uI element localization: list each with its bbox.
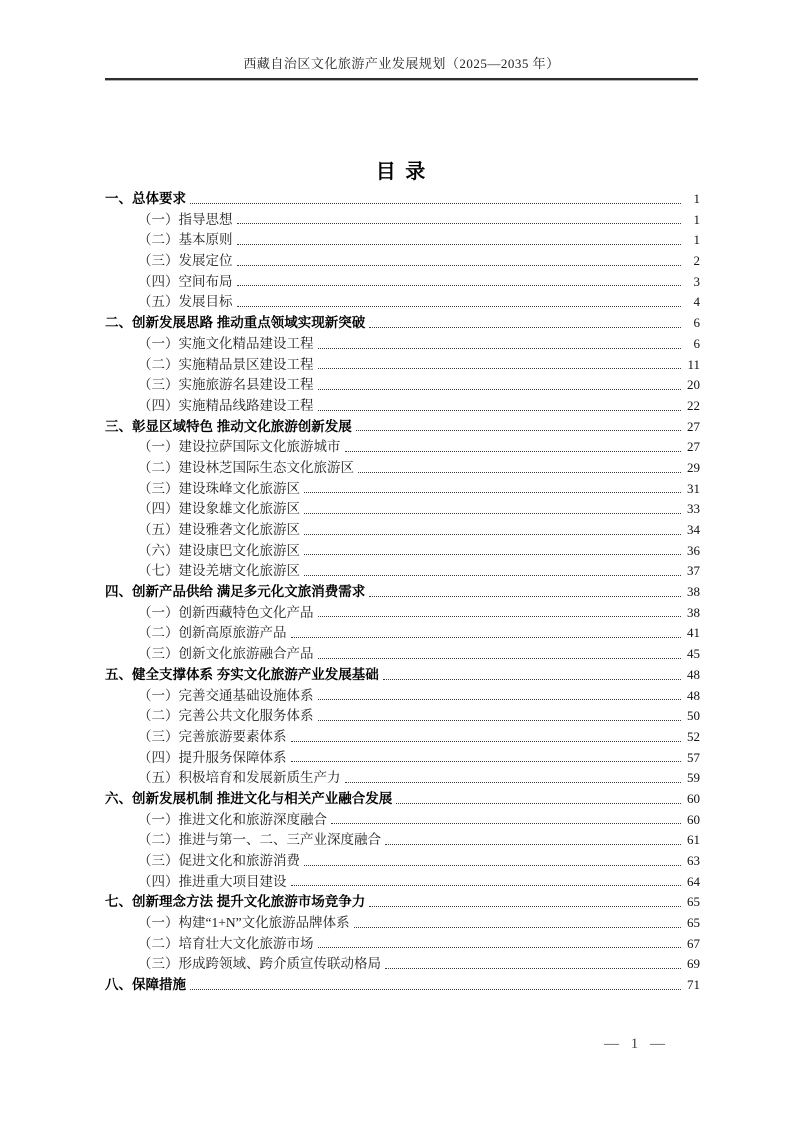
toc-entry [105,684,700,705]
toc-dot-leader [237,265,682,266]
toc-dot-leader [318,616,682,617]
toc-dot-leader [385,844,681,845]
toc-entry-label: （一）推进文化和旅游深度融合 [138,811,327,827]
toc-dot-leader [369,327,681,328]
toc-entry-page: 20 [687,377,700,393]
toc-entry-label: （三）促进文化和旅游消费 [138,853,300,868]
header-title: 西藏自治区文化旅游产业发展规划（2025—2035 年） [243,56,560,71]
toc-dot-leader [358,472,681,473]
toc-dot-leader [369,906,681,907]
toc-dot-leader [318,348,682,349]
toc-entry-page: 37 [687,563,700,579]
toc-entry-label: 一、总体要求 [105,191,186,206]
toc-entry [105,290,700,311]
toc-entry-label: （三）创新文化旅游融合产品 [138,646,314,662]
toc-dot-leader [237,223,682,224]
toc-entry-label: （五）建设雅砻文化旅游区 [138,522,300,537]
toc-list [105,187,700,994]
toc-dot-leader [190,203,681,204]
toc-entry [105,187,700,208]
toc-entry [105,787,700,808]
toc-dot-leader [291,637,682,638]
toc-entry-label: 六、创新发展机制 推进文化与相关产业融合发展 [105,790,393,806]
toc-entry [105,973,700,994]
toc-entry [105,870,700,891]
toc-entry-page: 38 [687,584,700,600]
toc-entry-label: （三）建设珠峰文化旅游区 [138,480,300,496]
toc-entry-label: （二）实施精品景区建设工程 [138,356,314,372]
toc-entry-label: 七、创新理念方法 提升文化旅游市场竞争力 [105,894,366,910]
toc-entry [105,746,700,767]
toc-entry [105,456,700,477]
toc-entry-label: （七）建设羌塘文化旅游区 [138,563,300,579]
toc-entry-label: 三、彰显区域特色 推动文化旅游创新发展 [105,418,352,434]
toc-entry-page: 27 [687,439,700,455]
toc-entry-page: 65 [687,915,700,931]
toc-entry-label: （二）培育壮大文化旅游市场 [138,935,314,951]
toc-entry [105,642,700,663]
toc-entry-label: （四）实施精品线路建设工程 [138,397,314,413]
toc-dot-leader [354,927,681,928]
toc-entry-page: 41 [687,625,700,641]
toc-entry-page: 57 [687,749,700,765]
toc-entry-label: （一）实施文化精品建设工程 [138,335,314,351]
toc-entry-label: （四）建设象雄文化旅游区 [138,501,300,517]
toc-entry-page: 33 [687,501,700,517]
toc-entry-label: （一）创新西藏特色文化产品 [138,604,314,620]
toc-entry [105,725,700,746]
toc-dot-leader [237,306,682,307]
toc-dot-leader [304,534,681,535]
toc-entry [105,890,700,911]
toc-dot-leader [318,699,682,700]
toc-dot-leader [291,761,682,762]
toc-entry-label: （五）积极培育和发展新质生产力 [138,770,341,786]
toc-entry [105,332,700,353]
toc-entry-page: 38 [687,604,700,620]
toc-entry [105,580,700,601]
toc-entry-label: （四）空间布局 [138,273,233,289]
toc-entry [105,808,700,829]
toc-entry-label: （六）建设康巴文化旅游区 [138,542,300,558]
toc-entry-label: （二）基本原则 [138,232,233,248]
toc-entry-label: （二）推进与第一、二、三产业深度融合 [138,832,381,848]
toc-entry [105,621,700,642]
toc-entry [105,704,700,725]
toc-dot-leader [304,865,681,866]
toc-entry-page: 29 [687,459,700,475]
toc-entry-page: 50 [687,708,700,724]
toc-dot-leader [237,244,682,245]
toc-entry [105,394,700,415]
toc-entry-page: 67 [687,935,700,951]
toc-dot-leader [304,492,681,493]
toc-entry [105,353,700,374]
toc-entry-page: 61 [687,832,700,848]
toc-entry-label: （三）形成跨领域、跨介质宣传联动格局 [138,956,381,972]
toc-entry [105,559,700,580]
toc-entry-page: 3 [693,273,700,289]
toc-entry [105,663,700,684]
toc-entry-page: 1 [693,211,700,227]
toc-dot-leader [356,430,681,431]
toc-entry-label: 二、创新发展思路 推动重点领域实现新突破 [105,315,366,331]
toc-entry [105,249,700,270]
toc-dot-leader [304,554,681,555]
toc-entry-page: 11 [687,356,700,372]
toc-entry [105,766,700,787]
toc-entry [105,911,700,932]
toc-entry-label: （二）创新高原旅游产品 [138,625,287,641]
toc-entry-label: 五、健全支撑体系 夯实文化旅游产业发展基础 [105,666,379,682]
toc-entry-page: 71 [687,977,700,993]
toc-entry-page: 31 [687,480,700,496]
toc-dot-leader [304,575,681,576]
toc-entry-page: 6 [693,335,700,351]
toc-entry-page: 22 [687,397,700,413]
toc-entry-label: （一）指导思想 [138,211,233,227]
toc-entry-label: （四）推进重大项目建设 [138,873,287,889]
toc-entry-label: （一）构建“1+N”文化旅游品牌体系 [138,915,350,931]
toc-dot-leader [291,741,682,742]
toc-entry-page: 34 [687,522,700,537]
toc-dot-leader [237,285,682,286]
toc-entry-label: （四）提升服务保障体系 [138,749,287,765]
toc-entry [105,828,700,849]
toc-entry [105,270,700,291]
toc-entry [105,311,700,332]
toc-entry [105,952,700,973]
toc-dot-leader [291,885,682,886]
toc-entry-label: （二）建设林芝国际生态文化旅游区 [138,459,354,475]
toc-entry-page: 27 [687,418,700,434]
toc-entry-label: （二）完善公共文化服务体系 [138,708,314,724]
toc-dot-leader [396,803,681,804]
toc-dot-leader [318,389,682,390]
toc-entry-page: 45 [687,646,700,662]
toc-entry [105,415,700,436]
toc-entry-label: （三）发展定位 [138,253,233,269]
toc-entry [105,518,700,539]
toc-entry-page: 2 [693,253,700,269]
toc-entry-page: 59 [687,770,700,786]
toc-dot-leader [318,410,682,411]
toc-dot-leader [318,658,682,659]
toc-entry [105,539,700,560]
toc-dot-leader [190,989,681,990]
toc-dot-leader [318,368,682,369]
toc-entry [105,849,700,870]
toc-dot-leader [385,968,681,969]
toc-dot-leader [383,679,681,680]
toc-entry-page: 4 [693,294,700,310]
toc-dot-leader [304,513,681,514]
toc-dot-leader [318,947,682,948]
toc-entry-page: 60 [687,790,700,806]
toc-entry-label: 八、保障措施 [105,977,186,993]
toc-entry-page: 48 [687,687,700,703]
toc-entry-page: 65 [687,894,700,910]
page-header [105,0,698,81]
toc-dot-leader [345,451,682,452]
toc-entry-page: 6 [693,315,700,331]
toc-dot-leader [331,823,681,824]
toc-entry-label: 四、创新产品供给 满足多元化文旅消费需求 [105,584,366,600]
toc-entry-page: 1 [693,191,700,206]
toc-dot-leader [369,596,681,597]
toc-entry-label: （三）实施旅游名县建设工程 [138,377,314,393]
toc-entry-label: （一）建设拉萨国际文化旅游城市 [138,439,341,455]
toc-entry [105,373,700,394]
toc-entry [105,435,700,456]
toc-entry-page: 1 [693,232,700,248]
footer-page-number: — 1 — [604,1036,669,1052]
toc-entry-page: 52 [687,728,700,744]
toc-entry-page: 48 [687,666,700,682]
toc-entry [105,497,700,518]
toc-dot-leader [345,782,682,783]
toc-entry [105,208,700,229]
toc-entry-page: 63 [687,853,700,868]
toc-entry-page: 60 [687,811,700,827]
toc-dot-leader [318,720,682,721]
toc-entry [105,477,700,498]
header-divider [105,78,698,81]
toc-entry-label: （一）完善交通基础设施体系 [138,687,314,703]
toc-entry [105,601,700,622]
toc-entry-page: 69 [687,956,700,972]
toc-entry-label: （三）完善旅游要素体系 [138,728,287,744]
toc-entry-label: （五）发展目标 [138,294,233,310]
toc-entry-page: 64 [687,873,700,889]
toc-entry-page: 36 [687,542,700,558]
toc-title: 目 录 [375,161,428,183]
toc-entry [105,228,700,249]
toc-entry [105,932,700,953]
